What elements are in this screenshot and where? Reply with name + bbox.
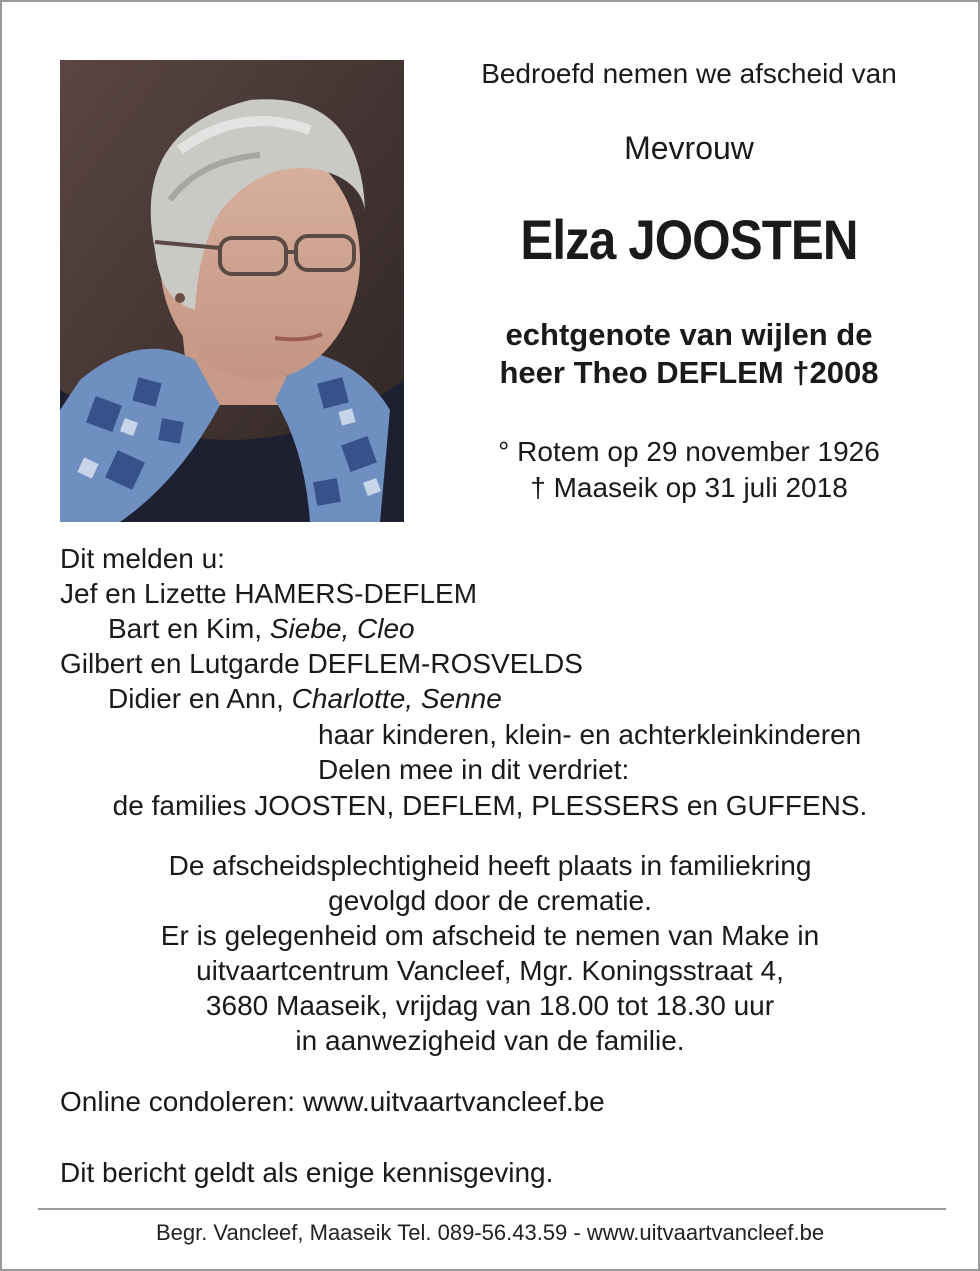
footer-divider (38, 1208, 946, 1210)
family-entry-text: Gilbert en Lutgarde DEFLEM-ROSVELDS (60, 648, 583, 679)
spouse-line-1: echtgenote van wijlen de (505, 317, 873, 352)
family-heading: Dit melden u: (60, 543, 225, 574)
death-date: † Maaseik op 31 juli 2018 (530, 472, 848, 503)
life-dates (404, 434, 974, 506)
family-entry-children: Charlotte, Senne (291, 683, 502, 714)
ceremony-line: in aanwezigheid van de familie. (295, 1025, 685, 1056)
portrait-photo (60, 60, 404, 522)
intro-text: Bedroefd nemen we afscheid van (481, 58, 897, 89)
family-entry-children: Siebe, Cleo (269, 613, 415, 644)
footer-contact: Begr. Vancleef, Maaseik Tel. 089-56.43.59 - www.uitvaartvancleef.be (155, 1220, 825, 1245)
ceremony-info (62, 848, 918, 1058)
family-entry-text: Jef en Lizette HAMERS-DEFLEM (60, 578, 478, 609)
family-share: Delen mee in dit verdriet: (318, 754, 630, 785)
family-relation: haar kinderen, klein- en achterkleinkinderen (318, 719, 862, 750)
family-entry-text: Didier en Ann, (108, 683, 292, 714)
ceremony-line: Er is gelegenheid om afscheid te nemen van Make in (160, 920, 820, 951)
family-entry-4 (108, 681, 502, 716)
family-entry-1 (60, 576, 477, 611)
spouse-line-2: heer Theo DEFLEM †2008 (499, 355, 879, 390)
ceremony-line: uitvaartcentrum Vancleef, Mgr. Koningsstraat 4, (196, 955, 784, 986)
ceremony-line: De afscheidsplechtigheid heeft plaats in familiekring (168, 850, 812, 881)
deceased-name: Elza JOOSTEN (520, 208, 858, 271)
family-entry-2 (108, 611, 415, 646)
family-entry-3 (60, 646, 583, 681)
online-condolence: Online condoleren: www.uitvaartvancleef.be (60, 1086, 605, 1117)
family-entry-text: Bart en Kim, (108, 613, 270, 644)
notice-text: Dit bericht geldt als enige kennisgeving. (60, 1157, 554, 1188)
spouse-info (404, 316, 974, 392)
birth-date: ° Rotem op 29 november 1926 (498, 436, 880, 467)
ceremony-line: gevolgd door de crematie. (328, 885, 652, 916)
honorific: Mevrouw (624, 130, 754, 166)
ceremony-line: 3680 Maaseik, vrijdag van 18.00 tot 18.30 uur (205, 990, 775, 1021)
family-names: de families JOOSTEN, DEFLEM, PLESSERS en GUFFENS. (112, 790, 868, 821)
